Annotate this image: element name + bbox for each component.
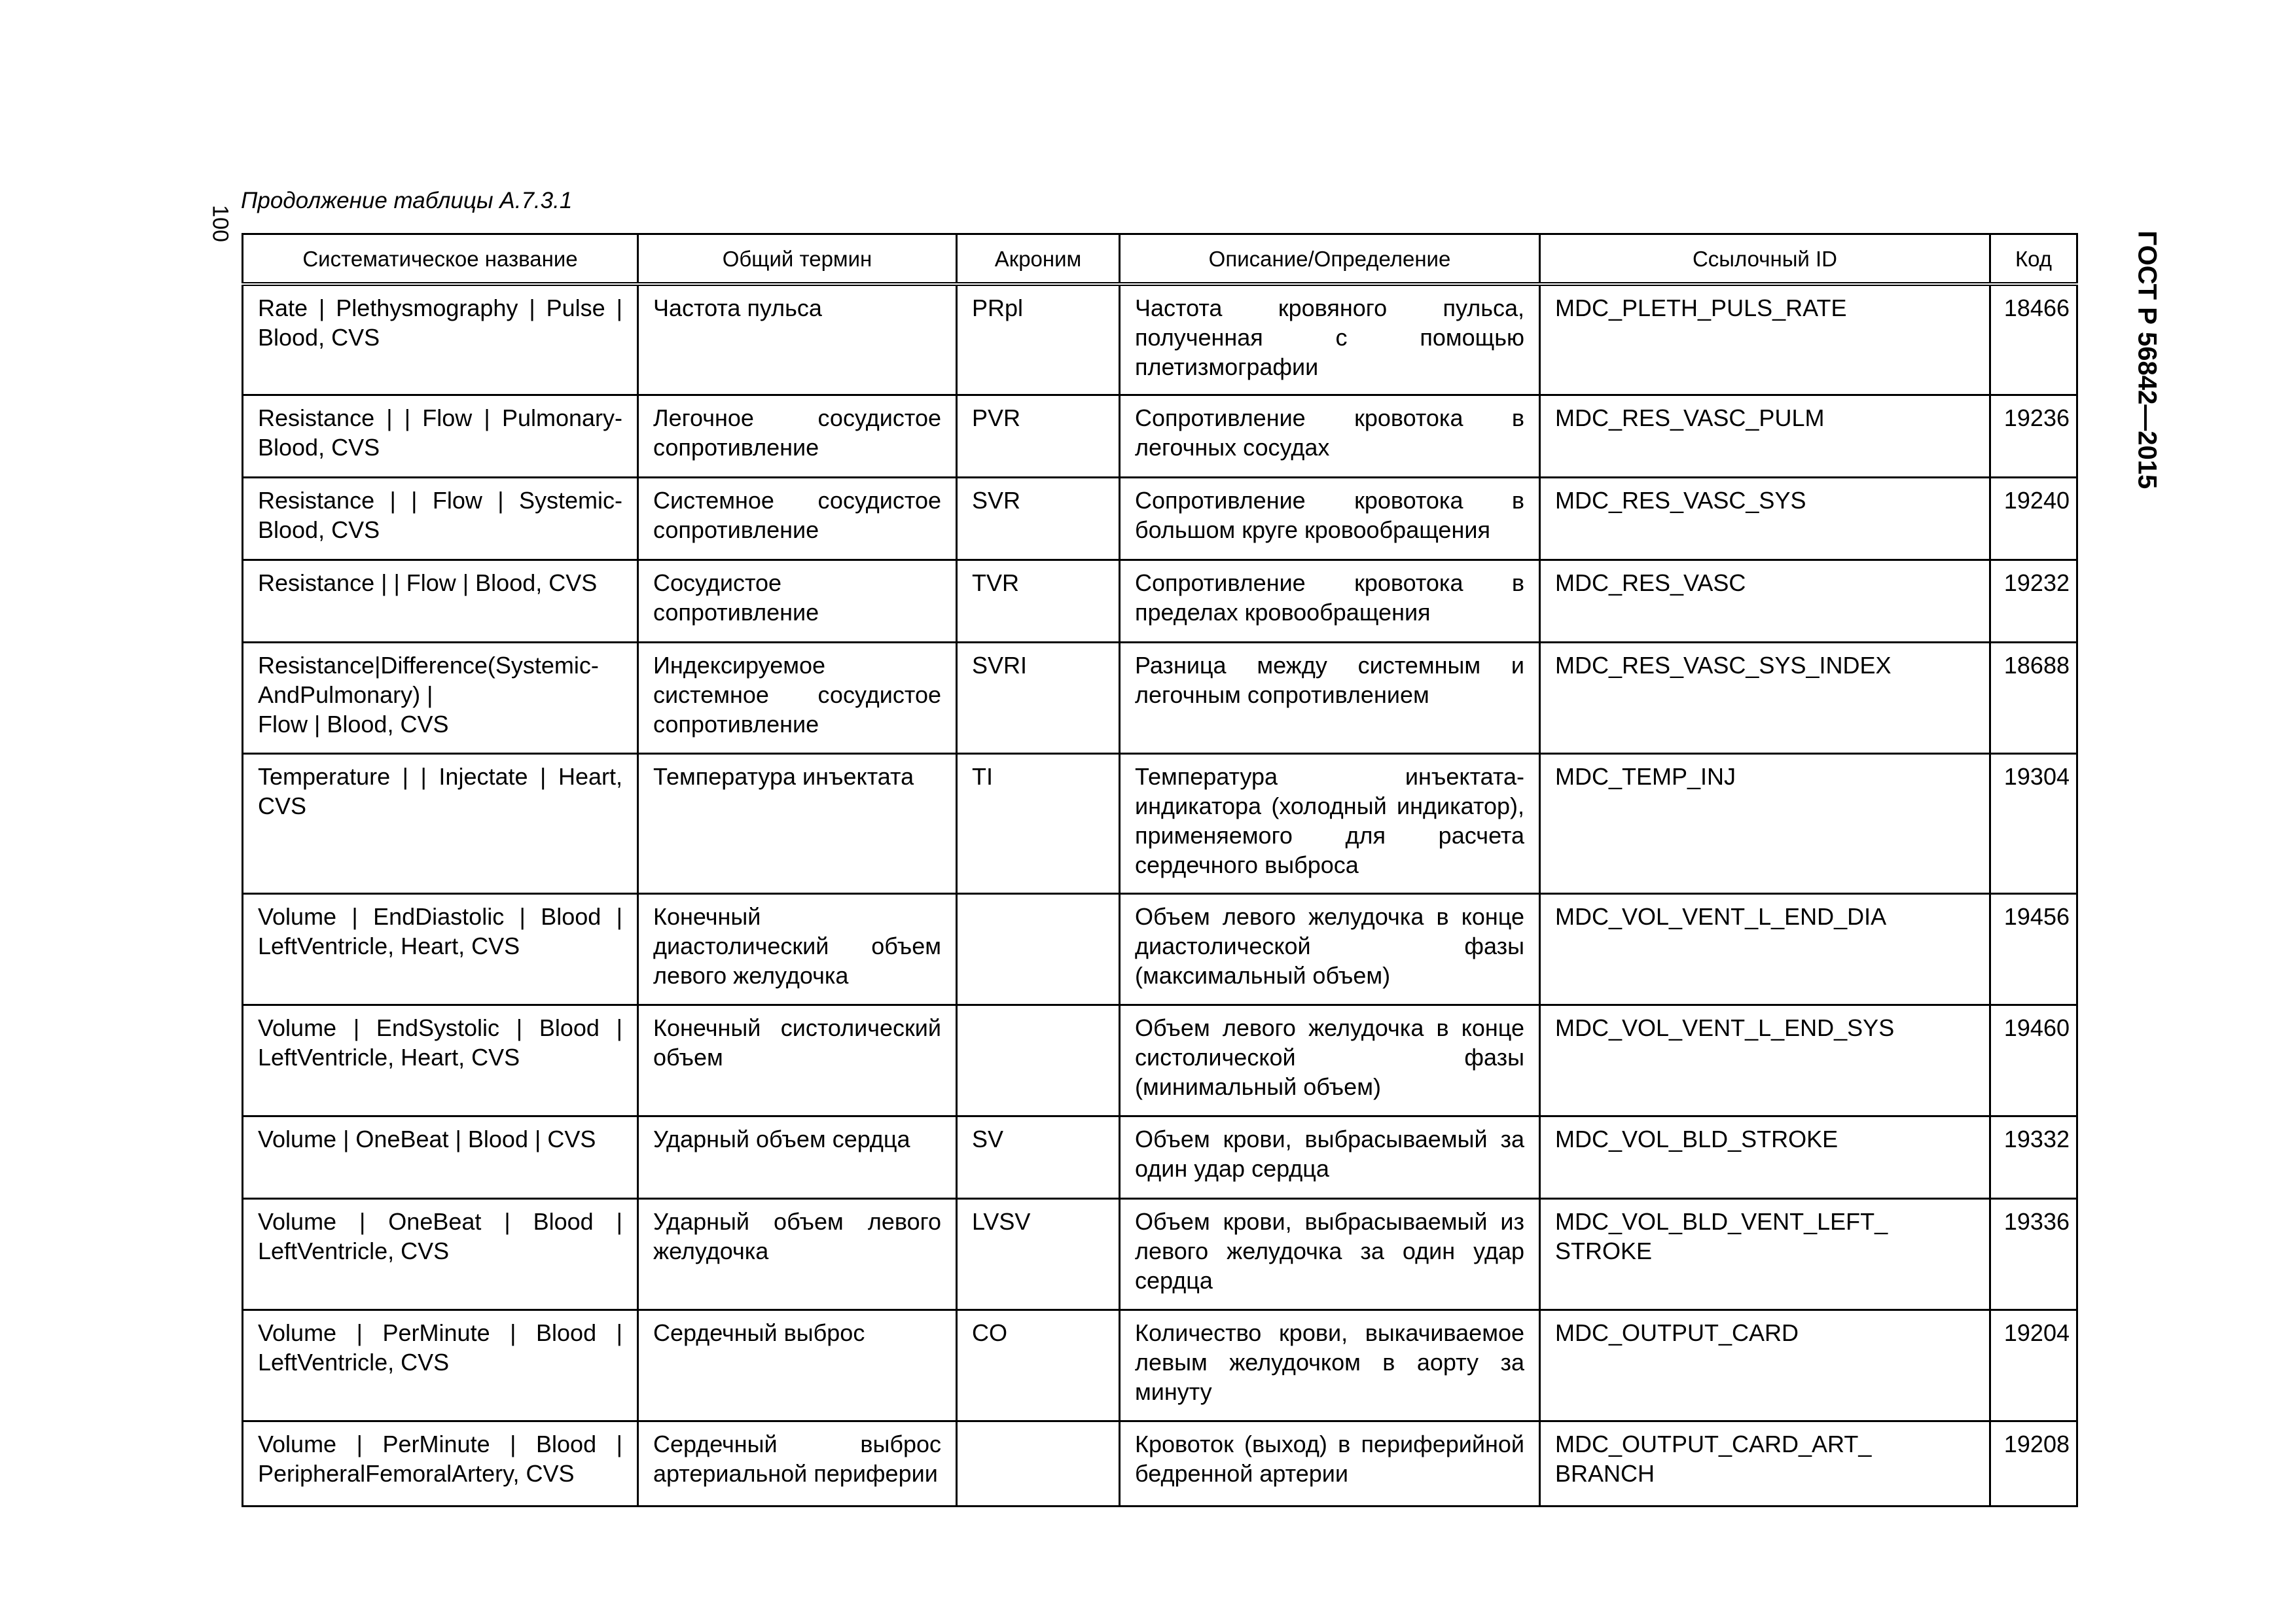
cell-text: MDC_RES_VASC_PULM [1555, 404, 1825, 431]
cell-acronym [957, 1310, 1120, 1421]
header-description: Описание/Определение [1120, 234, 1540, 284]
table-row [243, 1005, 2077, 1116]
cell-text: Volume | OneBeat | Blood | CVS [258, 1126, 596, 1152]
cell-text: 19460 [2003, 1014, 2070, 1041]
cell-code [1990, 478, 2077, 560]
cell-acronym [957, 284, 1120, 395]
cell-reference-id [1540, 1421, 1990, 1507]
cell-text: Объем крови, выбрасываемый за один удар сердца [1135, 1126, 1524, 1182]
cell-code [1990, 395, 2077, 478]
cell-acronym [957, 560, 1120, 643]
cell-description [1120, 560, 1540, 643]
cell-systematic-name [243, 284, 638, 395]
cell-reference-id [1540, 560, 1990, 643]
cell-code [1990, 754, 2077, 894]
cell-description [1120, 395, 1540, 478]
cell-common-term [638, 478, 957, 560]
cell-text: Volume | EndDiastolic | Blood | LeftVentricle, Heart, CVS [258, 903, 622, 959]
table-row [243, 1116, 2077, 1199]
cell-description [1120, 1005, 1540, 1116]
cell-common-term [638, 395, 957, 478]
cell-text: 18688 [2003, 652, 2070, 679]
header-acronym: Акроним [957, 234, 1120, 284]
table-row [243, 643, 2077, 754]
table-row [243, 560, 2077, 643]
cell-text: SV [972, 1126, 1004, 1152]
header-code: Код [1990, 234, 2077, 284]
cell-code [1990, 643, 2077, 754]
cell-text: Конечный систолический объем [653, 1014, 941, 1071]
cell-text: Разница между системным и легочным сопротивлением [1135, 652, 1524, 708]
cell-acronym [957, 643, 1120, 754]
cell-text: 19204 [2003, 1319, 2070, 1346]
cell-text: Конечный диастолический объем левого желудочка [653, 903, 941, 989]
cell-text: Volume | PerMinute | Blood | PeripheralFemoralArtery, CVS [258, 1431, 622, 1487]
table-row [243, 1310, 2077, 1421]
cell-common-term [638, 1116, 957, 1199]
cell-text: MDC_RES_VASC_SYS_INDEX [1555, 652, 1892, 679]
cell-reference-id [1540, 284, 1990, 395]
table-row [243, 478, 2077, 560]
cell-text: Resistance | | Flow | Blood, CVS [258, 569, 598, 596]
cell-acronym [957, 478, 1120, 560]
table-header-row [243, 234, 2077, 284]
cell-description [1120, 1116, 1540, 1199]
cell-text: SVRI [972, 652, 1028, 679]
header-systematic-name: Систематическое название [243, 234, 638, 284]
cell-text: 19240 [2003, 487, 2070, 514]
table-row [243, 754, 2077, 894]
cell-text: 19332 [2003, 1126, 2070, 1152]
cell-text: Температура инъектата [653, 763, 914, 790]
cell-reference-id [1540, 478, 1990, 560]
cell-text: Температура инъектата-индикатора (холодный индикатор), применяемого для расчета сердечного выброса [1135, 763, 1524, 878]
cell-reference-id [1540, 1199, 1990, 1310]
cell-text: Volume | OneBeat | Blood | LeftVentricle, CVS [258, 1208, 622, 1264]
cell-text: LVSV [972, 1208, 1031, 1235]
cell-text: Ударный объем левого желудочка [653, 1208, 941, 1264]
cell-code [1990, 284, 2077, 395]
cell-text: TVR [972, 569, 1019, 596]
cell-text: Resistance | | Flow | Pulmonary-Blood, CVS [258, 404, 622, 461]
cell-systematic-name [243, 643, 638, 754]
cell-text: MDC_VOL_VENT_L_END_DIA [1555, 903, 1887, 930]
cell-systematic-name [243, 1310, 638, 1421]
cell-common-term [638, 643, 957, 754]
cell-text: Частота пульса [653, 294, 822, 321]
cell-text: MDC_RES_VASC_SYS [1555, 487, 1806, 514]
table-row [243, 284, 2077, 395]
cell-text: MDC_OUTPUT_CARD_ART_ BRANCH [1555, 1431, 1872, 1487]
cell-text: PVR [972, 404, 1021, 431]
cell-text: Объем крови, выбрасываемый из левого желудочка за один удар сердца [1135, 1208, 1524, 1294]
cell-acronym [957, 1116, 1120, 1199]
cell-common-term [638, 560, 957, 643]
cell-text: PRpl [972, 294, 1024, 321]
cell-common-term [638, 1421, 957, 1507]
cell-acronym [957, 1199, 1120, 1310]
cell-code [1990, 1199, 2077, 1310]
cell-text: 19336 [2003, 1208, 2070, 1235]
cell-text: MDC_PLETH_PULS_RATE [1555, 294, 1847, 321]
cell-text: MDC_VOL_BLD_STROKE [1555, 1126, 1839, 1152]
cell-text: Системное сосудистое сопротивление [653, 487, 941, 543]
cell-text: Temperature | | Injectate | Heart, CVS [258, 763, 622, 819]
table-row [243, 1199, 2077, 1310]
cell-description [1120, 1310, 1540, 1421]
table-row [243, 894, 2077, 1005]
cell-text: Сосудистое сопротивление [653, 569, 819, 626]
cell-code [1990, 1116, 2077, 1199]
cell-text: 19208 [2003, 1431, 2070, 1457]
cell-text: Сопротивление кровотока в легочных сосудах [1135, 404, 1524, 461]
cell-reference-id [1540, 1116, 1990, 1199]
cell-text: MDC_RES_VASC [1555, 569, 1746, 596]
cell-acronym [957, 1421, 1120, 1507]
cell-text: TI [972, 763, 993, 790]
cell-description [1120, 478, 1540, 560]
cell-text: MDC_VOL_BLD_VENT_LEFT_ STROKE [1555, 1208, 1888, 1264]
cell-code [1990, 1421, 2077, 1507]
cell-text: Объем левого желудочка в конце диастолической фазы (максимальный объем) [1135, 903, 1524, 989]
cell-text: Сердечный выброс [653, 1319, 865, 1346]
cell-acronym [957, 754, 1120, 894]
header-common-term: Общий термин [638, 234, 957, 284]
cell-text: MDC_TEMP_INJ [1555, 763, 1736, 790]
cell-text: 18466 [2003, 294, 2070, 321]
cell-text: Ударный объем сердца [653, 1126, 910, 1152]
cell-text: Объем левого желудочка в конце систолической фазы (минимальный объем) [1135, 1014, 1524, 1100]
cell-common-term [638, 1199, 957, 1310]
cell-description [1120, 284, 1540, 395]
cell-text: Легочное сосудистое сопротивление [653, 404, 941, 461]
cell-systematic-name [243, 560, 638, 643]
cell-systematic-name [243, 478, 638, 560]
cell-text: Resistance|Difference(Systemic-AndPulmonary) | Flow | Blood, CVS [258, 652, 599, 738]
cell-systematic-name [243, 1421, 638, 1507]
cell-code [1990, 1005, 2077, 1116]
cell-text: MDC_VOL_VENT_L_END_SYS [1555, 1014, 1895, 1041]
cell-text: 19456 [2003, 903, 2070, 930]
cell-text: 19232 [2003, 569, 2070, 596]
cell-code [1990, 894, 2077, 1005]
cell-reference-id [1540, 643, 1990, 754]
cell-text: MDC_OUTPUT_CARD [1555, 1319, 1799, 1346]
cell-description [1120, 1199, 1540, 1310]
cell-acronym [957, 395, 1120, 478]
table-row [243, 395, 2077, 478]
cell-text: Количество крови, выкачиваемое левым желудочком в аорту за минуту [1135, 1319, 1524, 1405]
cell-text: 19304 [2003, 763, 2070, 790]
cell-reference-id [1540, 894, 1990, 1005]
cell-acronym [957, 894, 1120, 1005]
cell-common-term [638, 894, 957, 1005]
cell-code [1990, 1310, 2077, 1421]
cell-text: Resistance | | Flow | Systemic-Blood, CVS [258, 487, 622, 543]
cell-description [1120, 643, 1540, 754]
cell-acronym [957, 1005, 1120, 1116]
cell-systematic-name [243, 395, 638, 478]
cell-text: Сопротивление кровотока в большом круге кровообращения [1135, 487, 1524, 543]
cell-text: Индексируемое системное сосудистое сопротивление [653, 652, 941, 738]
cell-text: Сопротивление кровотока в пределах кровообращения [1135, 569, 1524, 626]
terms-table-container [242, 233, 2076, 1507]
cell-text: Частота кровяного пульса, полученная с помощью плетизмографии [1135, 294, 1524, 380]
table-caption: Продолжение таблицы А.7.3.1 [241, 188, 573, 213]
cell-reference-id [1540, 395, 1990, 478]
cell-text: Volume | PerMinute | Blood | LeftVentricle, CVS [258, 1319, 622, 1376]
cell-description [1120, 754, 1540, 894]
cell-text: 19236 [2003, 404, 2070, 431]
cell-text: Volume | EndSystolic | Blood | LeftVentricle, Heart, CVS [258, 1014, 622, 1071]
cell-reference-id [1540, 754, 1990, 894]
page-number: 100 [207, 205, 233, 242]
cell-systematic-name [243, 754, 638, 894]
cell-systematic-name [243, 1005, 638, 1116]
cell-common-term [638, 284, 957, 395]
standard-designation: ГОСТ Р 56842—2015 [2132, 230, 2162, 490]
cell-common-term [638, 1310, 957, 1421]
cell-systematic-name [243, 894, 638, 1005]
table-row [243, 1421, 2077, 1507]
cell-code [1990, 560, 2077, 643]
terms-table [242, 233, 2078, 1507]
header-reference-id: Ссылочный ID [1540, 234, 1990, 284]
cell-text: Кровоток (выход) в периферийной бедренной артерии [1135, 1431, 1524, 1487]
cell-reference-id [1540, 1310, 1990, 1421]
cell-text: CO [972, 1319, 1007, 1346]
cell-text: SVR [972, 487, 1021, 514]
cell-common-term [638, 1005, 957, 1116]
cell-common-term [638, 754, 957, 894]
cell-systematic-name [243, 1199, 638, 1310]
cell-description [1120, 894, 1540, 1005]
cell-description [1120, 1421, 1540, 1507]
cell-systematic-name [243, 1116, 638, 1199]
cell-text: Сердечный выброс артериальной периферии [653, 1431, 941, 1487]
cell-text: Rate | Plethysmography | Pulse | Blood, CVS [258, 294, 622, 351]
cell-reference-id [1540, 1005, 1990, 1116]
